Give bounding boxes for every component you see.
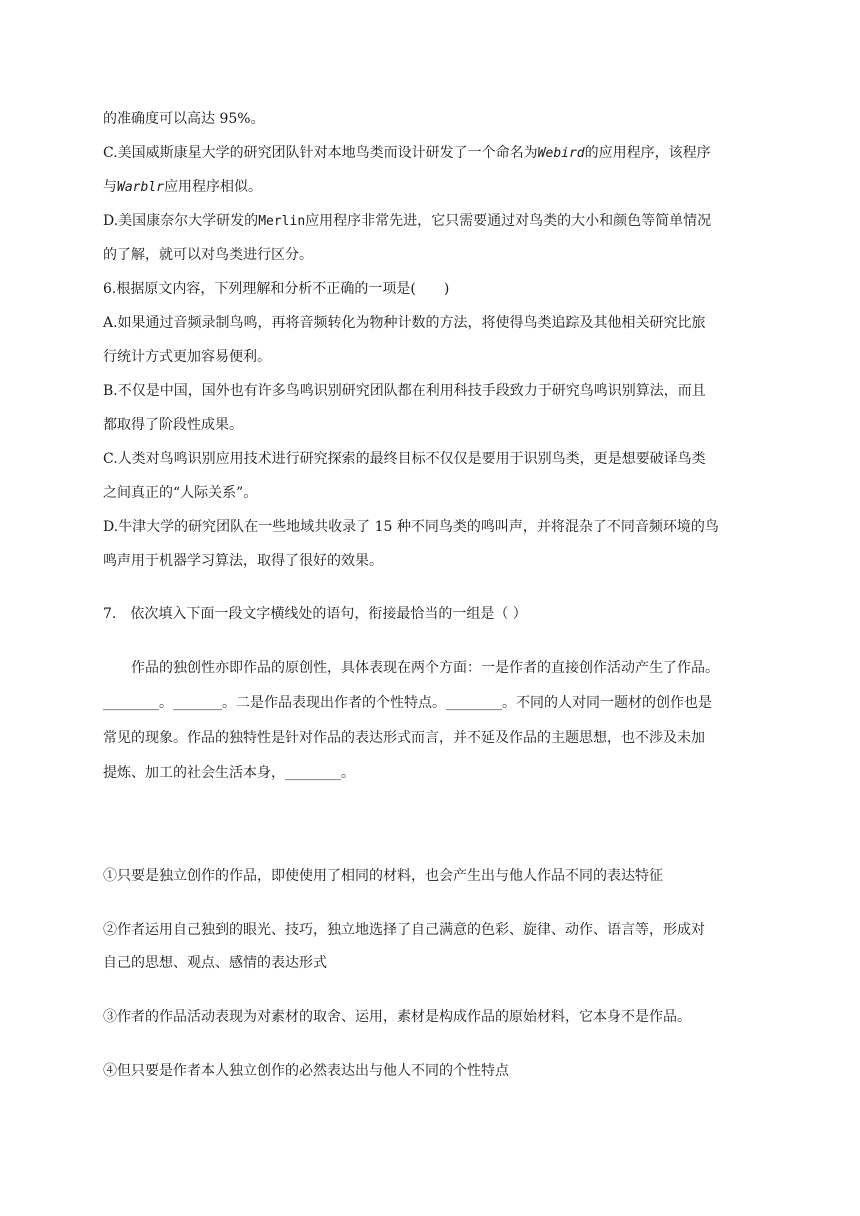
q7-option-1: ①只要是独立创作的作品，即使使用了相同的材料，也会产生出与他人作品不同的表达特征 xyxy=(103,868,663,884)
app-name-webird: Webird xyxy=(537,146,585,161)
app-name-warblr: Warblr xyxy=(117,180,164,195)
q5-option-c-line2 xyxy=(103,177,262,198)
q6-option-b-line2: 都取得了阶段性成果。 xyxy=(103,417,243,433)
app-name-merlin: Merlin xyxy=(258,214,306,229)
q5-option-c-text-4: 应用程序相似。 xyxy=(163,179,262,195)
q7-option-2-line1: ②作者运用自己独到的眼光、技巧，独立地选择了自己满意的色彩、旋律、动作、语言等，形成对 xyxy=(103,922,705,938)
q7-option-2-line2: 自己的思想、观点、感情的表达形式 xyxy=(103,955,327,971)
q7-option-3: ③作者的作品活动表现为对素材的取舍、运用，素材是构成作品的原始材料，它本身不是作品。 xyxy=(103,1009,691,1025)
q6-option-b-line1: B.不仅是中国，国外也有许多鸟鸣识别研究团队都在利用科技手段致力于研究鸟鸣识别算法，而且 xyxy=(103,383,706,399)
q6-stem: 6.根据原文内容，下列理解和分析不正确的一项是( ) xyxy=(103,281,450,297)
q6-option-d-line1: D.牛津大学的研究团队在一些地域共收录了 15 种不同鸟类的鸣叫声，并将混杂了不同音频环境的鸟 xyxy=(103,519,719,535)
q6-option-a-line2: 行统计方式更加容易便利。 xyxy=(103,349,271,365)
q7-option-4: ④但只要是作者本人独立创作的必然表达出与他人不同的个性特点 xyxy=(103,1063,509,1079)
q5-option-c-text-3: 与 xyxy=(103,179,117,195)
q7-passage-line1: 作品的独创性亦即作品的原创性，具体表现在两个方面：一是作者的直接创作活动产生了作品。 xyxy=(131,660,719,676)
q7-stem: 7. 依次填入下面一段文字横线处的语句，衔接最恰当的一组是（ ） xyxy=(103,606,527,622)
q6-option-c-line2: 之间真正的“人际关系”。 xyxy=(103,485,258,501)
q7-passage-line4: 提炼、加工的社会生活本身，________。 xyxy=(103,765,355,781)
q7-passage-line2: ________。_______。二是作品表现出作者的个性特点。________。不同的人对同一题材的创作也是 xyxy=(103,695,712,711)
q6-option-c-line1: C.人类对鸟鸣识别应用技术进行研究探索的最终目标不仅仅是要用于识别鸟类，更是想要破译鸟类 xyxy=(103,451,706,467)
q5-option-d-line2: 的了解，就可以对鸟类进行区分。 xyxy=(103,247,313,263)
q5-line-tail: 的准确度可以高达 95%。 xyxy=(103,111,265,127)
q5-option-c-text: C.美国威斯康星大学的研究团队针对本地鸟类而设计研发了一个命名为 xyxy=(103,145,538,161)
q5-option-c-line1 xyxy=(103,143,711,164)
q5-option-d-line1 xyxy=(103,211,711,232)
q7-passage-line3: 常见的现象。作品的独特性是针对作品的表达形式而言，并不延及作品的主题思想，也不涉及未加 xyxy=(103,730,705,746)
q5-option-d-text-2: 应用程序非常先进，它只需要通过对鸟类的大小和颜色等简单情况 xyxy=(305,213,712,229)
q6-option-d-line2: 鸣声用于机器学习算法，取得了很好的效果。 xyxy=(103,553,383,569)
q6-option-a-line1: A.如果通过音频录制鸟鸣，再将音频转化为物种计数的方法，将使得鸟类追踪及其他相关研究比旅 xyxy=(103,315,706,331)
q5-option-c-text-2: 的应用程序，该程序 xyxy=(584,145,711,161)
q5-option-d-text: D.美国康奈尔大学研发的 xyxy=(103,213,259,229)
